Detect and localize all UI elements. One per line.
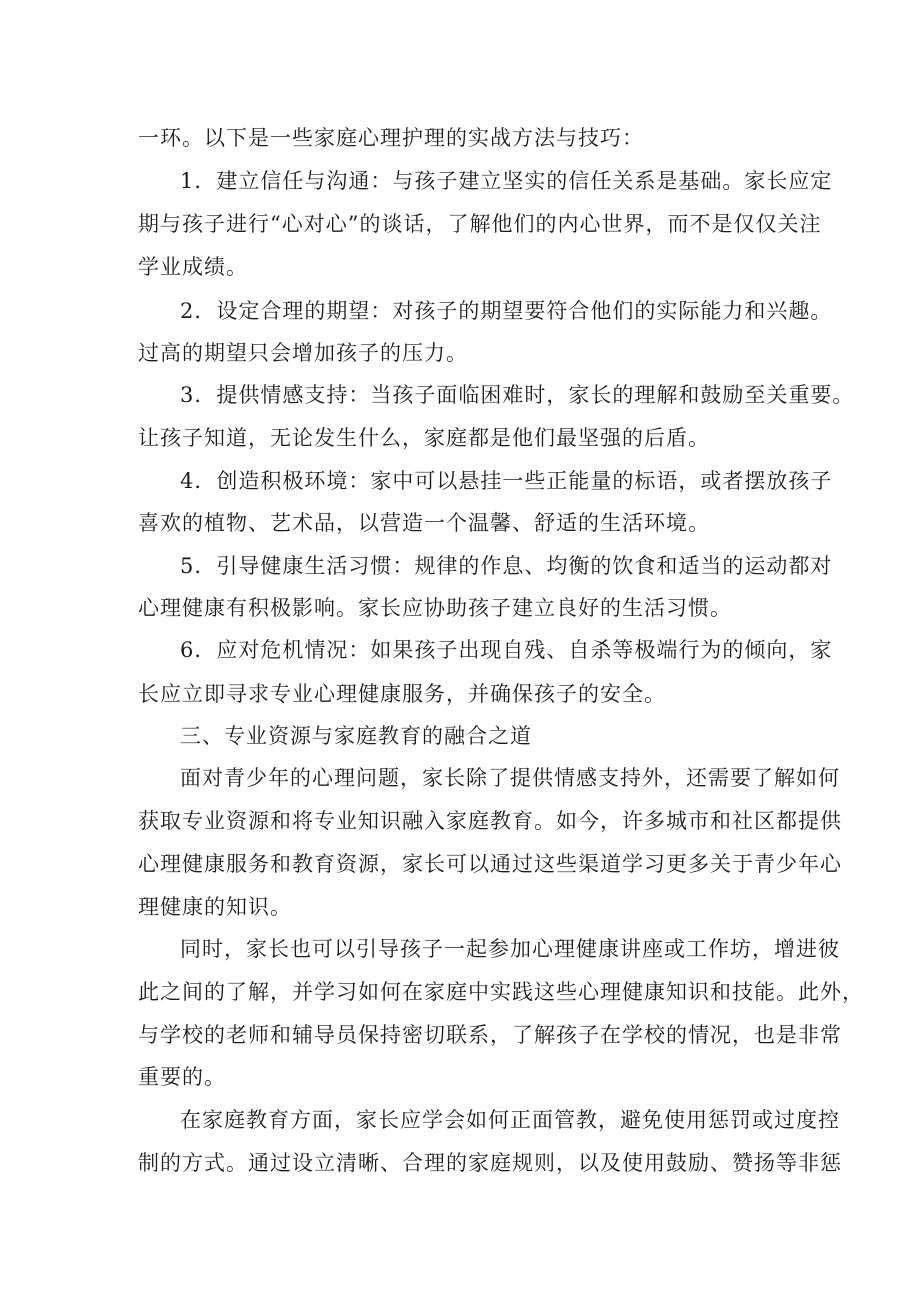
list-item-line: 学业成绩。 <box>138 255 248 279</box>
list-item-line: 心理健康有积极影响。家长应协助孩子建立良好的生活习惯。 <box>138 596 732 620</box>
list-item-line: 1．建立信任与沟通：与孩子建立坚实的信任关系是基础。家长应定 <box>180 169 833 193</box>
paragraph-line: 重要的。 <box>138 1065 226 1089</box>
list-item-line: 长应立即寻求专业心理健康服务，并确保孩子的安全。 <box>138 682 666 706</box>
text-line: 一环。以下是一些家庭心理护理的实战方法与技巧： <box>138 126 644 150</box>
list-item-line: 3．提供情感支持：当孩子面临困难时，家长的理解和鼓励至关重要。 <box>180 383 855 407</box>
section-heading: 三、专业资源与家庭教育的融合之道 <box>180 724 532 748</box>
paragraph-line: 心理健康服务和教育资源，家长可以通过这些渠道学习更多关于青少年心 <box>138 852 842 876</box>
paragraph-line: 获取专业资源和将专业知识融入家庭教育。如今，许多城市和社区都提供 <box>138 809 842 833</box>
paragraph-line: 在家庭教育方面，家长应学会如何正面管教，避免使用惩罚或过度控 <box>180 1108 840 1132</box>
paragraph-line: 面对青少年的心理问题，家长除了提供情感支持外，还需要了解如何 <box>180 766 840 790</box>
list-item-line: 6．应对危机情况：如果孩子出现自残、自杀等极端行为的倾向，家 <box>180 638 833 662</box>
paragraph-line: 同时，家长也可以引导孩子一起参加心理健康讲座或工作坊，增进彼 <box>180 937 840 961</box>
list-item-line: 5．引导健康生活习惯：规律的作息、均衡的饮食和适当的运动都对 <box>180 554 833 578</box>
list-item-line: 过高的期望只会增加孩子的压力。 <box>138 341 468 365</box>
list-item-line: 让孩子知道，无论发生什么，家庭都是他们最坚强的后盾。 <box>138 426 710 450</box>
list-item-line: 喜欢的植物、艺术品，以营造一个温馨、舒适的生活环境。 <box>138 511 710 535</box>
list-item-line: 4．创造积极环境：家中可以悬挂一些正能量的标语，或者摆放孩子 <box>180 469 833 493</box>
paragraph-line: 理健康的知识。 <box>138 895 292 919</box>
paragraph-line: 制的方式。通过设立清晰、合理的家庭规则，以及使用鼓励、赞扬等非惩 <box>138 1151 842 1175</box>
list-item-line: 期与孩子进行“心对心”的谈话，了解他们的内心世界，而不是仅仅关注 <box>138 212 822 236</box>
paragraph-line: 与学校的老师和辅导员保持密切联系，了解孩子在学校的情况，也是非常 <box>138 1023 842 1047</box>
list-item-line: 2．设定合理的期望：对孩子的期望要符合他们的实际能力和兴趣。 <box>180 299 833 323</box>
paragraph-line: 此之间的了解，并学习如何在家庭中实践这些心理健康知识和技能。此外， <box>138 980 864 1004</box>
